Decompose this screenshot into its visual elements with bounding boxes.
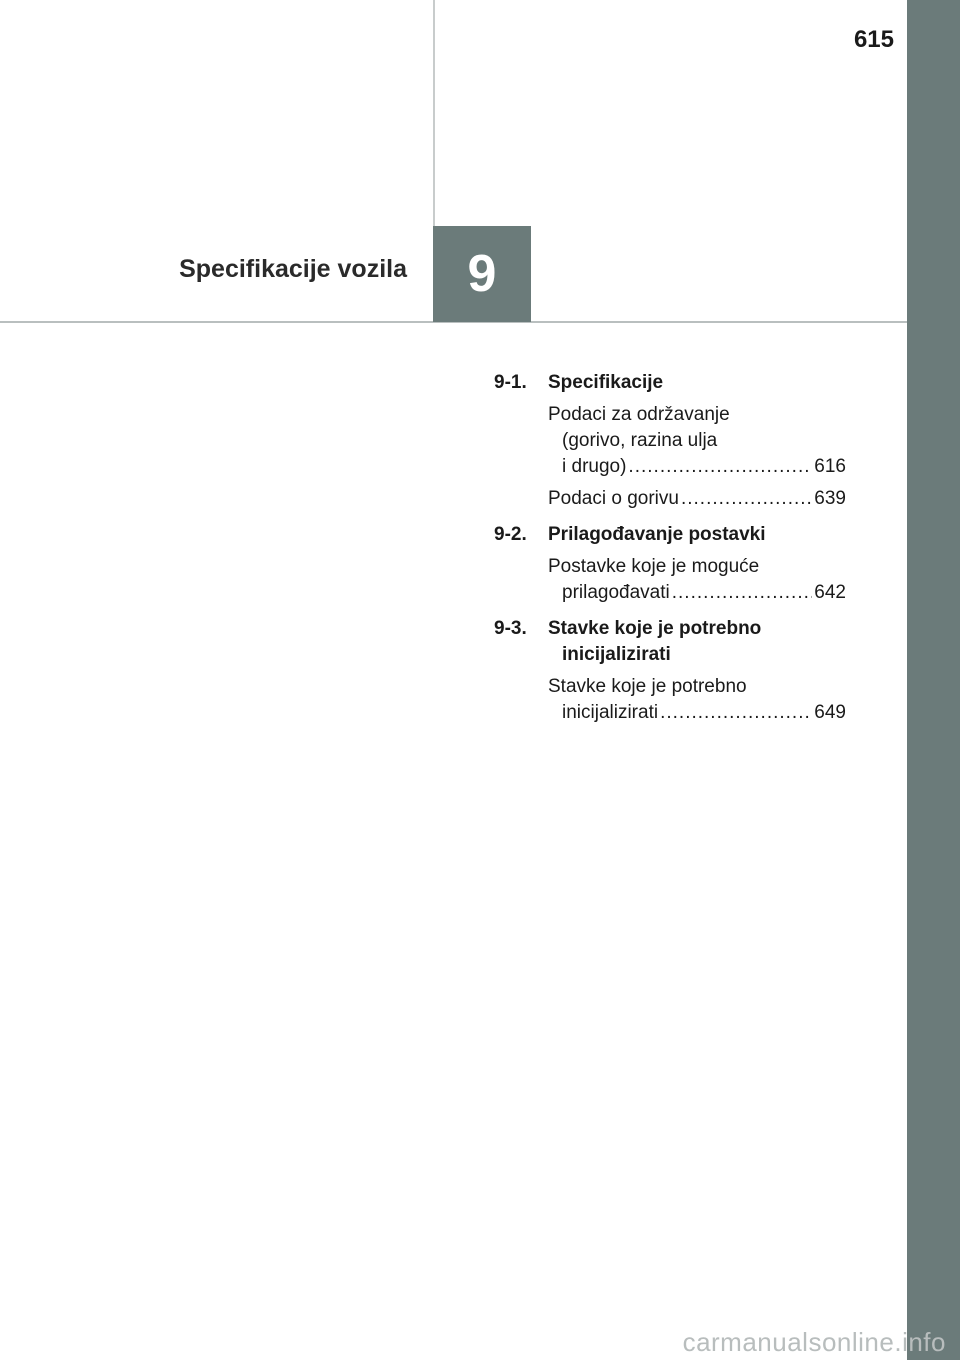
chapter-title: Specifikacije vozila	[179, 255, 407, 283]
toc-section-9-3	[494, 616, 846, 726]
page-number: 615	[853, 26, 894, 53]
dot-leader	[672, 580, 813, 606]
chapter-side-bar	[907, 0, 960, 1360]
entry-page-number: 649	[814, 702, 846, 723]
entry-page-number: 616	[814, 456, 846, 477]
dot-leader	[628, 454, 812, 480]
section-number: 9-1.	[494, 372, 527, 393]
watermark: carmanualsonline.info	[682, 1327, 946, 1357]
section-number: 9-3.	[494, 618, 527, 639]
section-title[interactable]: Prilagođavanje postavki	[548, 524, 766, 545]
dot-leader	[681, 486, 812, 512]
entry-page-number: 642	[814, 582, 846, 603]
entry-page-number: 639	[814, 488, 846, 509]
vertical-divider	[433, 0, 435, 228]
dot-leader	[660, 700, 812, 726]
toc-section-9-1	[494, 370, 846, 512]
toc-entry[interactable]: Podaci o gorivu ..... 639	[548, 486, 846, 512]
toc-entry[interactable]: Podaci za održavanje (gorivo, razina ulja i drugo) ..... 616	[548, 402, 846, 480]
section-number: 9-2.	[494, 524, 527, 545]
table-of-contents	[494, 370, 846, 736]
toc-section-9-2	[494, 522, 846, 606]
section-title[interactable]: Specifikacije	[548, 372, 664, 393]
toc-entry[interactable]: Stavke koje je potrebno inicijalizirati ..... 649	[548, 674, 846, 726]
chapter-number-box	[433, 226, 531, 322]
toc-entry[interactable]: Postavke koje je moguće prilagođavati ..... 642	[548, 554, 846, 606]
section-title[interactable]: Stavke koje je potrebno inicijalizirati	[548, 618, 762, 665]
chapter-number: 9	[467, 245, 497, 303]
